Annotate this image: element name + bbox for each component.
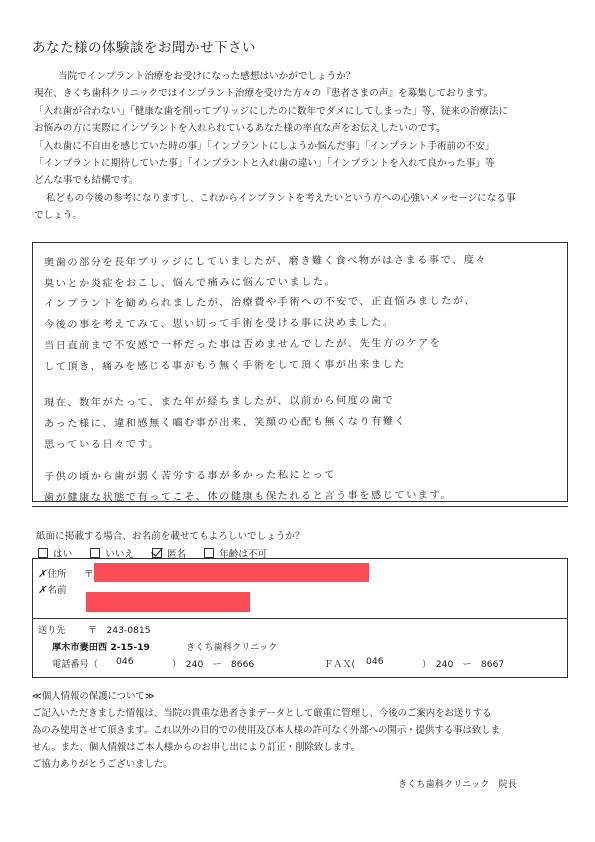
postal-mark: 〒 — [84, 569, 94, 580]
page-title: あなた様の体験談をお聞かせ下さい — [32, 40, 256, 56]
handwritten-line: 歯が健康な状態で有ってこそ、体の健康も保たれると言う事を感じています。 — [43, 489, 453, 504]
signature: きくち歯科クリニック 院長 — [398, 779, 517, 790]
address-label: ✗住所 — [38, 569, 67, 580]
handwritten-line: 当日直前まで不安感で一杯だった事は否めませんでしたが、先生方のケアを — [43, 337, 442, 352]
handwritten-line: あった様に、違和感無く嚙む事が出来、笑顔の心配も無くなり有難く — [43, 416, 407, 430]
checkbox[interactable] — [90, 548, 100, 558]
checkbox[interactable] — [38, 548, 48, 558]
handwritten-line: 奥歯の部分を長年ブリッジにしていましたが、磨き難く食べ物がはさまる事で、度々 — [43, 254, 488, 269]
redacted-address — [94, 563, 369, 582]
fax-area: 046 — [366, 656, 384, 667]
fax-number: ） 240 ー 8667 — [422, 659, 505, 670]
intro-line: 私どもの今後の参考になりますし、これからインプラントを考えたいという方への心強いメッセージになる事 — [46, 192, 516, 204]
privacy-heading: ≪個人情報の保護について≫ — [32, 691, 155, 702]
handwritten-line: インプラントを勧められましたが、治療費や手術への不安で、正直悩みましたが、 — [43, 296, 477, 311]
privacy-line: ご協力ありがとうございました。 — [32, 759, 173, 770]
privacy-line: 為のみ使用させて頂きます。これ以外の目的での使用及び本人様の許可なく外部への開示・提供する事は致しま — [32, 725, 501, 736]
phone-area: 046 — [116, 656, 134, 667]
consent-option-no[interactable]: いいえ — [90, 546, 134, 560]
handwritten-line: 子供の頃から歯が弱く苦労する事が多かった私にとって — [43, 470, 337, 484]
intro-line: お悩みの方に実際にインプラントを入れられているあなた様の率直な声をお伝えしたいのです。 — [34, 123, 446, 135]
intro-line: 「インプラントに期待していた事」「インプラントと入れ歯の違い」「インプラントを入れて良かった事」等 — [34, 158, 495, 170]
handwritten-mark-icon: ✗ — [38, 569, 47, 580]
handwritten-line: 現在、数年がたって、また年が経ちましたが、以前から何度の歯で — [43, 395, 395, 410]
redacted-name — [86, 592, 250, 612]
intro-line: でしょう。 — [34, 210, 82, 222]
phone-label: 電話番号（ — [52, 659, 98, 670]
handwritten-line: 思っている日々です。 — [43, 438, 161, 451]
phone-number: ） 240 ー 8666 — [172, 659, 255, 670]
checkbox-checked[interactable] — [152, 548, 162, 558]
intro-line: どんな事でも結構です。 — [34, 175, 139, 187]
send-to-label: 送り先 — [38, 625, 66, 636]
send-to-postal: 〒 243-0815 — [88, 625, 151, 636]
intro-text — [34, 68, 574, 225]
handwritten-line: 今後の事を考えてみて、思い切って手術を受ける事に決めました。 — [43, 317, 395, 331]
fax-label: ＦＡＸ( — [324, 659, 356, 670]
send-to-address: 厚木市妻田西 2-15-19 — [52, 642, 150, 653]
checkbox[interactable] — [204, 548, 214, 558]
handwritten-mark-icon: ✗ — [38, 585, 47, 596]
intro-line: 現在、きくち歯科クリニックではインプラント治療を受けた方々の『患者さまの声』を募集しております。 — [34, 88, 494, 100]
consent-option-anonymous[interactable]: 匿名 — [152, 546, 186, 560]
name-label: ✗名前 — [38, 585, 67, 596]
privacy-notice — [32, 688, 572, 773]
handwritten-testimonial — [44, 252, 560, 508]
privacy-line: ご記入いただきました情報は、当院の貴重な患者さまデータとして厳重に管理し、今後のご案内をお送りする — [32, 708, 492, 719]
handwritten-line: 臭いとか炎症をおこし、悩んで痛みに悩んでいました。 — [43, 276, 337, 290]
intro-line: 「入れ歯に不自由を感じていた時の事」「インプラントにしようか悩んだ事」「インプラント手術前の不安」 — [34, 140, 495, 152]
divider — [32, 506, 568, 507]
consent-option-no-age[interactable]: 年齢は不可 — [204, 546, 267, 560]
intro-line: 当院でインプラント治療をお受けになった感想はいかがでしょうか？ — [58, 71, 356, 82]
privacy-line: せん。また、個人情報はご本人様からのお申し出により訂正・削除致します。 — [32, 742, 360, 753]
send-to-clinic: きくち歯科クリニック — [186, 642, 278, 653]
handwritten-line: して頂き、痛みを感じる事がもう無く手術をして頂く事が出来ました — [43, 358, 406, 373]
intro-line: 「入れ歯が合わない」「健康な歯を削ってブリッジにしたのに数年でダメにしてしまった」等、従来の治療法に — [34, 105, 509, 117]
consent-option-yes[interactable]: はい — [38, 546, 72, 560]
consent-question: 紙面に掲載する場合、お名前を載せてもよろしいでしょうか？ — [36, 531, 305, 542]
